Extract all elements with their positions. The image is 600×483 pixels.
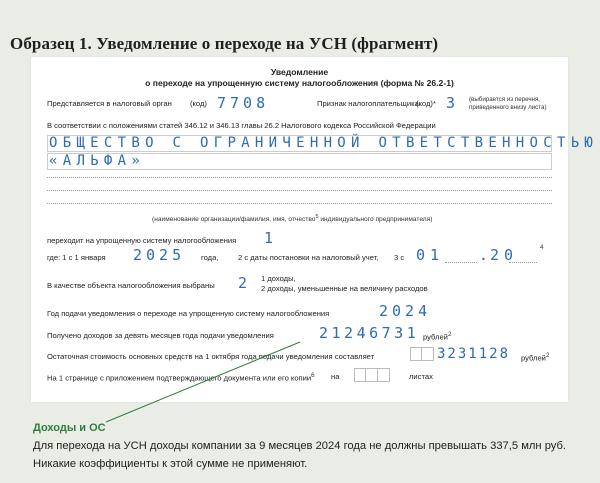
- date-year: 20: [490, 246, 519, 264]
- object-code: 2: [238, 274, 248, 292]
- taxpayer-sign-value: 3: [446, 94, 456, 112]
- callout-title: Доходы и ОС: [33, 422, 106, 434]
- year-suffix: года,: [201, 253, 219, 262]
- org-caption: (наименование организации/фамилия, имя, отчество$^5$ индивидуального предпринимателя): [152, 214, 433, 224]
- sign-hint-1: (выбирается из перечня,: [469, 96, 541, 103]
- taxpayer-sign-label: Признак налогоплательщика: [317, 99, 419, 108]
- assets-unit: рублей$^2$: [521, 352, 550, 363]
- income-unit: рублей$^2$: [423, 331, 452, 342]
- callout-text-line-1: Для перехода на УСН доходы компании за 9 месяцев 2024 года не должны превышать 337,5 млн руб.: [33, 440, 567, 452]
- assets-value: 3231128: [437, 346, 511, 362]
- tax-office-code: 7708: [217, 94, 270, 112]
- where-label: где: 1 с 1 января: [47, 253, 106, 262]
- option-3-label: 3 с: [394, 253, 405, 262]
- submitted-to-label: Представляется в налоговый орган: [47, 99, 172, 108]
- filing-year-label: Год подачи уведомления о переходе на упрощенную систему налогообложения: [47, 309, 330, 318]
- year-value: 2025: [133, 246, 186, 264]
- income-label: Получено доходов за девять месяцев года подачи уведомления: [47, 331, 274, 340]
- date-sup: 4: [540, 244, 544, 251]
- org-name-line-1: ОБЩЕСТВО С ОГРАНИЧЕННОЙ ОТВЕТСТВЕННОСТЬЮ: [49, 135, 599, 151]
- object-option-2: 2 доходы, уменьшенные на величину расходов: [261, 284, 428, 293]
- sheets-label: листах: [409, 372, 433, 381]
- income-value: 21246731: [319, 324, 420, 342]
- org-name-line-2: «АЛЬФА»: [49, 153, 146, 169]
- assets-label: Остаточная стоимость основных средств на 1 октября года подачи уведомления составляет: [47, 352, 375, 361]
- object-option-1: 1 доходы,: [261, 274, 296, 283]
- transition-label: переходит на упрощенную систему налогообложения: [47, 236, 237, 245]
- form-title-line2: о переходе на упрощенную систему налогообложения (форма № 26.2-1): [145, 78, 454, 88]
- object-label: В качестве объекта налогообложения выбраны: [47, 281, 215, 290]
- form-title-line1: Уведомление: [270, 67, 329, 77]
- code-label-2: (код)*: [416, 99, 436, 108]
- pages-line: На 1 странице с приложением подтверждающего документа или его копии$^6$: [47, 372, 315, 383]
- filing-year-value: 2024: [379, 302, 432, 320]
- option-2-label: 2 с даты постановки на налоговый учет,: [238, 253, 379, 262]
- callout-text-line-2: Никакие коэффициенты к этой сумме не применяют.: [33, 458, 308, 470]
- date-day: 01: [416, 246, 445, 264]
- date-sep: .: [479, 246, 489, 264]
- code-label: (код): [190, 99, 207, 108]
- law-text: В соответствии с положениями статей 346.12 и 346.13 главы 26.2 Налогового кодекса Российской Федерации: [47, 121, 436, 130]
- pages-on: на: [331, 372, 340, 381]
- page-title: Образец 1. Уведомление о переходе на УСН (фрагмент): [10, 34, 439, 53]
- sign-hint-2: приведенного внизу листа): [469, 104, 547, 111]
- transition-code: 1: [264, 229, 274, 247]
